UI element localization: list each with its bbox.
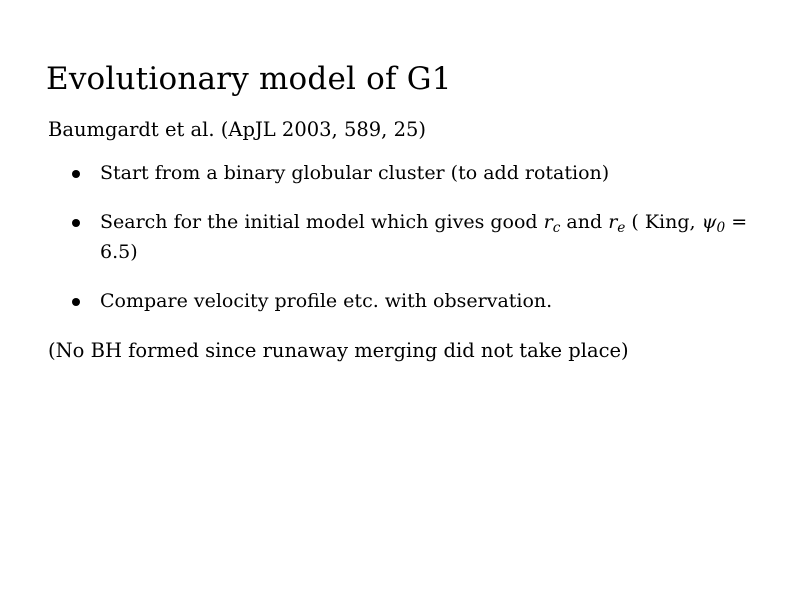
bullet-dot-icon [72,219,80,227]
symbol-r: r [543,211,553,234]
symbol-subscript-e: e [617,220,626,237]
list-item-label: Compare velocity profile etc. with observation. [100,289,553,312]
symbol-subscript-zero: 0 [716,220,726,237]
bullet-dot-icon [72,298,80,306]
closing-note: (No BH formed since runaway merging did not take place) [48,338,629,362]
bullet-dot-icon [72,170,80,178]
bullet-list [46,160,754,314]
segment-text: ( King, [625,211,702,234]
reference-line: Baumgardt et al. (ApJL 2003, 589, 25) [48,118,426,142]
symbol-core-radius [543,211,561,237]
segment-text: Search for the initial model which gives good [100,211,544,234]
list-item-binary-cluster [70,160,754,187]
page-title: Evolutionary model of G1 [46,61,452,97]
symbol-king-psi [701,211,726,237]
segment-text: and [560,211,609,234]
list-item-label: Start from a binary globular cluster (to add rotation) [100,162,610,185]
segment-text: = 6.5) [100,211,748,263]
symbol-subscript-c: c [552,220,561,237]
list-item-initial-model [70,209,754,265]
symbol-psi: ψ [701,211,717,234]
symbol-effective-radius [608,211,626,237]
list-item-label [100,211,747,262]
list-item-velocity-profile [70,288,754,315]
symbol-r: r [608,211,618,234]
